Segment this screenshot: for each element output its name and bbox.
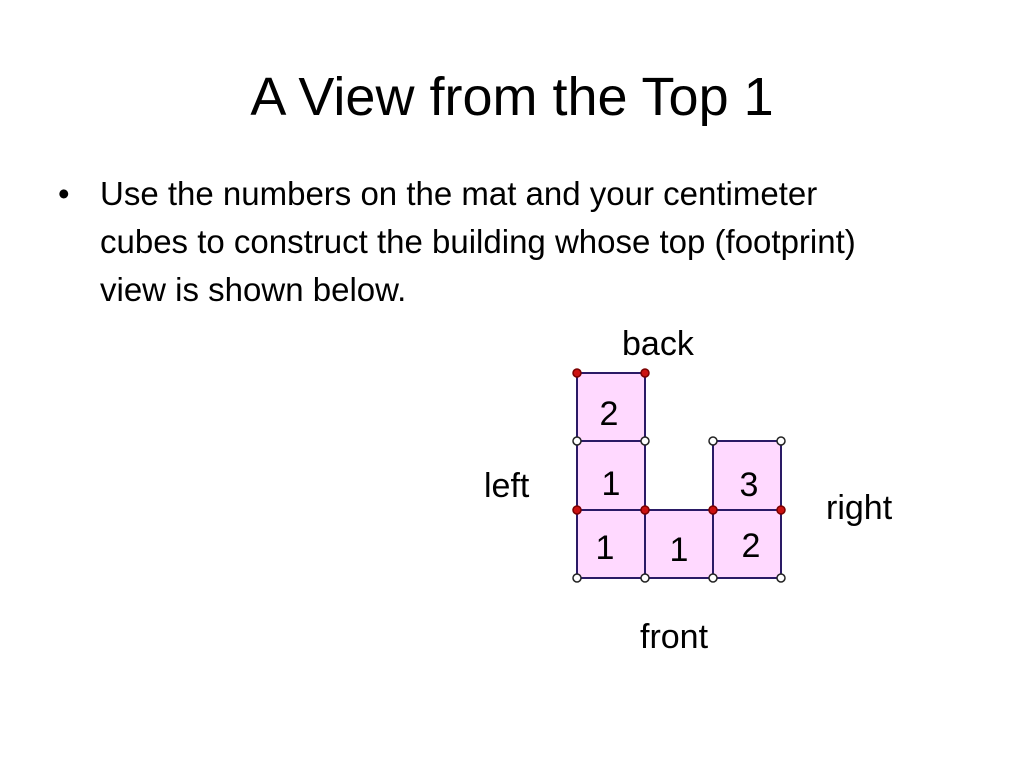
corner-dot-red <box>573 506 581 514</box>
label-left: left <box>484 467 530 505</box>
cell-value-back-left: 2 <box>599 395 619 433</box>
bullet-text: Use the numbers on the mat and your centimeter cubes to construct the building whose top (footprint) view is shown below. <box>100 175 856 308</box>
corner-dot-red <box>641 369 649 377</box>
corner-dot-white <box>777 437 785 445</box>
slide-title: A View from the Top 1 <box>250 67 774 127</box>
corner-dot-white <box>709 437 717 445</box>
cell-value-middle-left: 1 <box>601 465 621 503</box>
cell-value-front-left: 1 <box>595 529 615 567</box>
label-back: back <box>622 325 694 363</box>
cell-value-front-middle: 1 <box>669 531 689 569</box>
label-front: front <box>640 618 709 656</box>
corner-dot-white <box>641 574 649 582</box>
corner-dot-red <box>777 506 785 514</box>
corner-dot-red <box>573 369 581 377</box>
corner-dot-red <box>709 506 717 514</box>
corner-dot-white <box>573 574 581 582</box>
cell-value-middle-right: 3 <box>739 466 759 504</box>
corner-dot-white <box>641 437 649 445</box>
corner-dot-white <box>709 574 717 582</box>
bullet-marker: • <box>58 175 70 212</box>
cell-value-front-right: 2 <box>741 527 761 565</box>
corner-dot-red <box>641 506 649 514</box>
label-right: right <box>826 489 893 527</box>
corner-dot-white <box>573 437 581 445</box>
corner-dot-white <box>777 574 785 582</box>
